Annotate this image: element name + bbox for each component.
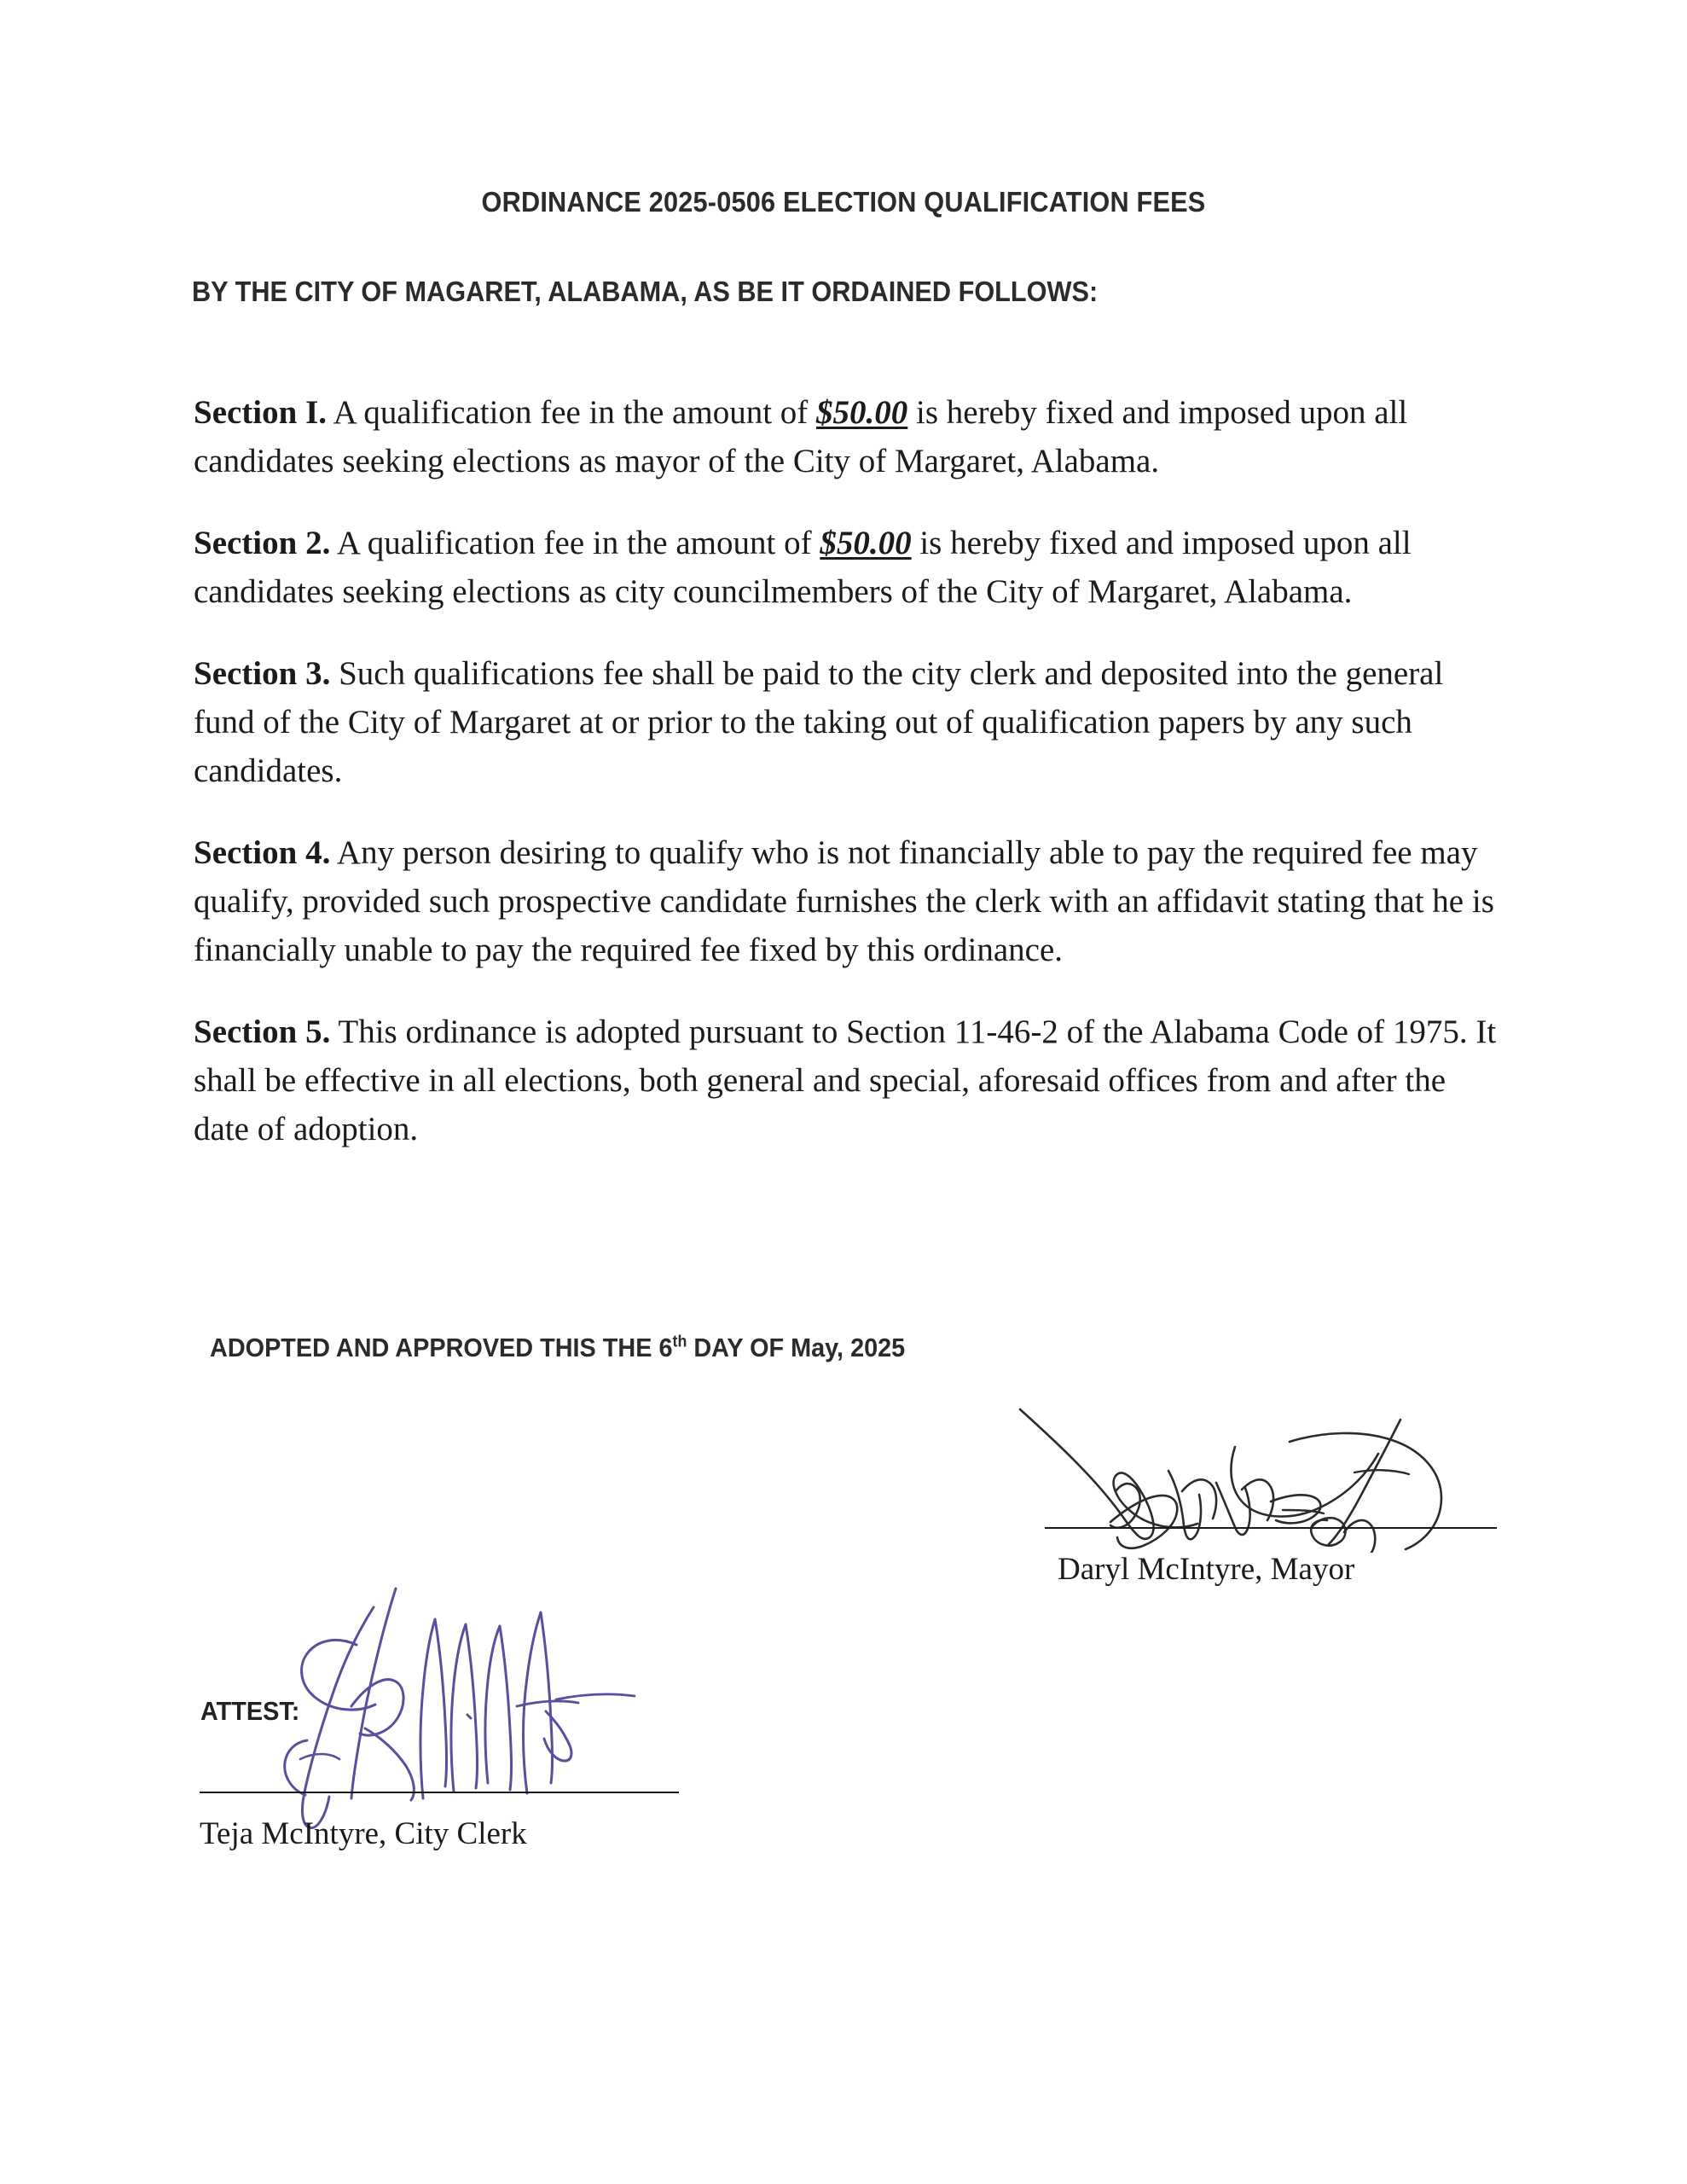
adoption-prefix: ADOPTED AND APPROVED THIS THE 6 <box>210 1333 673 1362</box>
section-2-fee-amount: $50.00 <box>820 525 912 561</box>
clerk-signature-rule <box>200 1792 679 1793</box>
adoption-ordinal-suffix: th <box>672 1333 687 1351</box>
section-4-text: Any person desiring to qualify who is not financially able to pay the required fee may qualify, provided such prospective candidate furnishes the clerk with an affidavit stating that he is financially unable to pay the required fee fixed by this ordinance. <box>194 834 1494 968</box>
adoption-suffix: DAY OF May, 2025 <box>687 1333 906 1362</box>
mayor-signature-rule <box>1045 1527 1497 1529</box>
section-5-label: Section 5. <box>194 1014 331 1050</box>
section-1-label: Section I. <box>194 394 327 431</box>
adoption-date-line <box>210 1333 905 1363</box>
clerk-name-line: Teja McIntyre, City Clerk <box>200 1816 527 1851</box>
section-4 <box>194 828 1499 974</box>
section-2-text-after: is hereby fixed and imposed upon all candidates seeking elections as city councilmembers of the City of Margaret, Alabama. <box>194 525 1412 610</box>
section-3 <box>194 649 1499 795</box>
section-1-text-before: A qualification fee in the amount of <box>327 394 817 431</box>
section-1-text-after: is hereby fixed and imposed upon all candidates seeking elections as mayor of the City of Margaret, Alabama. <box>194 394 1408 479</box>
attest-label: ATTEST: <box>200 1696 300 1726</box>
section-5-text: This ordinance is adopted pursuant to Section 11-46-2 of the Alabama Code of 1975. It shall be effective in all elections, both general and special, aforesaid offices from and after the date of adoption. <box>194 1014 1497 1147</box>
section-3-text: Such qualifications fee shall be paid to the city clerk and deposited into the general fund of the City of Margaret at or prior to the taking out of qualification papers by any such candidates. <box>194 655 1444 789</box>
section-2 <box>194 519 1499 616</box>
clerk-signature-icon <box>256 1578 682 1834</box>
section-1-fee-amount: $50.00 <box>816 394 908 431</box>
enacting-clause: BY THE CITY OF MAGARET, ALABAMA, AS BE IT ORDAINED FOLLOWS: <box>192 276 1099 307</box>
section-3-label: Section 3. <box>194 655 331 692</box>
section-2-label: Section 2. <box>194 525 331 561</box>
section-4-label: Section 4. <box>194 834 331 871</box>
section-1 <box>194 388 1499 485</box>
mayor-name-line: Daryl McIntyre, Mayor <box>1058 1552 1355 1587</box>
section-5 <box>194 1008 1499 1153</box>
ordinance-body <box>194 388 1499 1153</box>
section-2-text-before: A qualification fee in the amount of <box>330 525 820 561</box>
page-title: ORDINANCE 2025-0506 ELECTION QUALIFICATION FEES <box>481 186 1206 218</box>
